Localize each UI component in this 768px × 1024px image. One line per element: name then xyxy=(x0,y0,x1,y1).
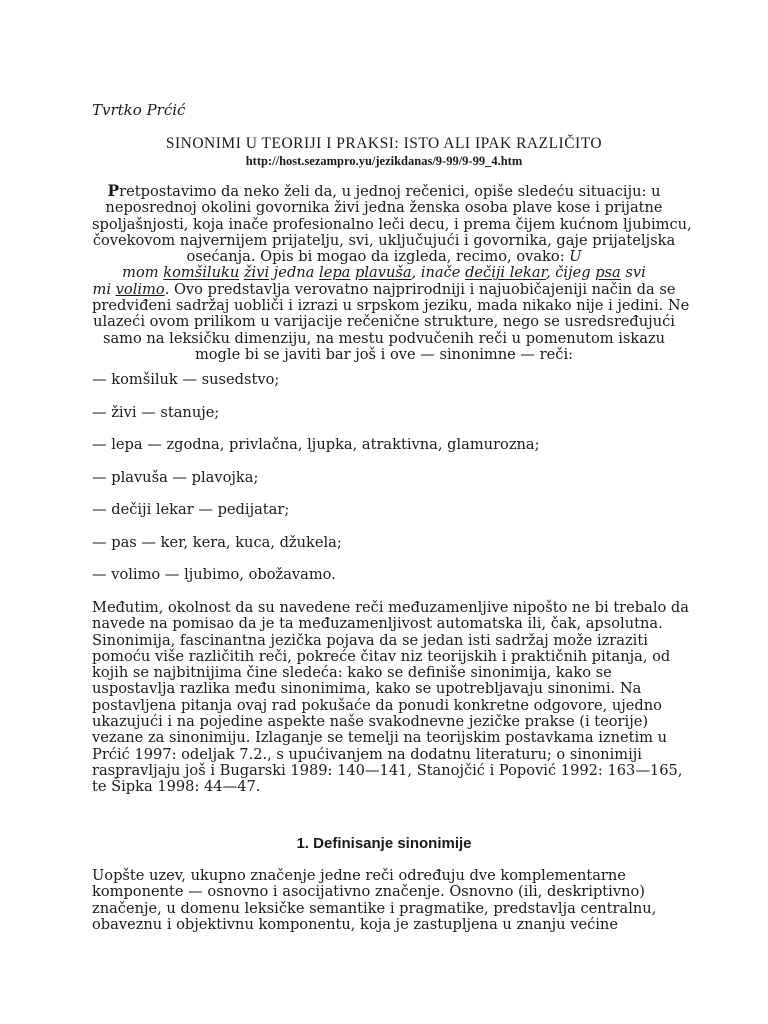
section-heading: 1. Definisanje sinonimije xyxy=(296,835,472,852)
synonym-item: — pas — ker, kera, kuca, džukela; xyxy=(92,534,342,551)
intro-line: spoljašnjosti, koja inače profesionalno leči decu, i prema čijem kućnom ljubimcu, xyxy=(92,215,692,233)
intro-line: osećanja. Opis bi mogao da izgleda, recimo, ovako: U xyxy=(186,248,582,266)
body-paragraph: Međutim, okolnost da su navedene reči međuzamenljive nipošto ne bi trebalo da navede na pomisao da je ta međuzamenljivost automatska ili, čak, apsolutna. Sinonimija, fascinantna jezička pojava da se jedan isti sadržaj može izraziti pomoću više različitih reči, pokreće čitav niz teorijskih i praktičnih pitanja, od kojih se najbitnijima čine sledeća: kako se definiše sinonimija, kako se uspostavlja razlika među sinonimima, kako se upotrebljavaju sinonimi. Na postavljena pitanja ovaj rad pokušaće da ponudi konkretne odgovore, ujedno ukazujući i na pojedine aspekte naše svakodnevne jezičke prakse (i teorije) vezane za sinonimiju. Izlaganje se temelji na teorijskim postavkama iznetim u Prćić 1997: odeljak 7.2., s upućivanjem na dodatnu literaturu; o sinonimiji raspravljaju još i Bugarski 1989: 140—141, Stanojčić i Popović 1992: 163—165, te Šipka 1998: 44—47. xyxy=(92,599,689,796)
synonym-item: — dečiji lekar — pedijatar; xyxy=(92,501,290,518)
synonym-item: — komšiluk — susedstvo; xyxy=(92,371,280,388)
underlined-word: plavuša xyxy=(355,264,412,282)
underlined-word: lepa xyxy=(319,264,351,282)
intro-line: Pretpostavimo da neko želi da, u jednoj rečenici, opiše sledeću situaciju: u xyxy=(107,181,661,200)
body-paragraph: Uopšte uzev, ukupno značenje jedne reči određuju dve komplementarne komponente — osnovno i asocijativno značenje. Osnovno (ili, deskriptivno) značenje, u domenu leksičke semantike i pragmatike, predstavlja centralnu, obaveznu i objektivnu komponentu, koja je zastupljena u znanju većine xyxy=(92,867,657,933)
example-sentence: mom komšiluku živi jedna lepa plavuša, inače dečiji lekar, čijeg psa svi xyxy=(122,264,646,282)
intro-line: mi volimo. Ovo predstavlja verovatno najprirodniji i najuobičajeniji način da se xyxy=(92,280,676,298)
article-title: SINONIMI U TEORIJI I PRAKSI: ISTO ALI IPAK RAZLIČITO xyxy=(165,135,603,152)
intro-line: čovekovom najvernijem prijatelju, svi, uključujući i govornika, gaje prijateljska xyxy=(92,231,676,249)
intro-line: samo na leksičku dimenziju, na mestu podvučenih reči u pomenutom iskazu xyxy=(102,329,666,347)
synonym-item: — volimo — ljubimo, obožavamo. xyxy=(92,566,336,583)
underlined-word: komšiluku xyxy=(163,264,240,282)
author-name: Tvrtko Prćić xyxy=(92,101,186,119)
intro-paragraph xyxy=(92,181,692,363)
underlined-word: volimo xyxy=(115,280,165,298)
underlined-word: živi xyxy=(243,264,270,282)
underlined-word: psa xyxy=(595,264,621,282)
synonym-item: — živi — stanuje; xyxy=(92,404,220,421)
intro-line: ulazeći ovom prilikom u varijacije rečenične strukture, nego se usredsređujući xyxy=(93,313,675,331)
drop-cap: P xyxy=(107,181,120,200)
synonym-item: — lepa — zgodna, privlačna, ljupka, atraktivna, glamurozna; xyxy=(92,436,540,453)
intro-line: mogle bi se javiti bar još i ove — sinonimne — reči: xyxy=(194,345,574,363)
intro-line: predviđeni sadržaj uobliči i izrazi u srpskom jeziku, mada nikako nije i jedini. Ne xyxy=(92,297,690,315)
synonym-item: — plavuša — plavojka; xyxy=(92,469,259,486)
source-url[interactable]: http://host.sezampro.yu/jezikdanas/9-99/9-99_4.htm xyxy=(245,154,523,168)
underlined-word: dečiji lekar xyxy=(465,264,546,282)
intro-line: neposrednoj okolini govornika živi jedna ženska osoba plave kose i prijatne xyxy=(105,199,663,217)
